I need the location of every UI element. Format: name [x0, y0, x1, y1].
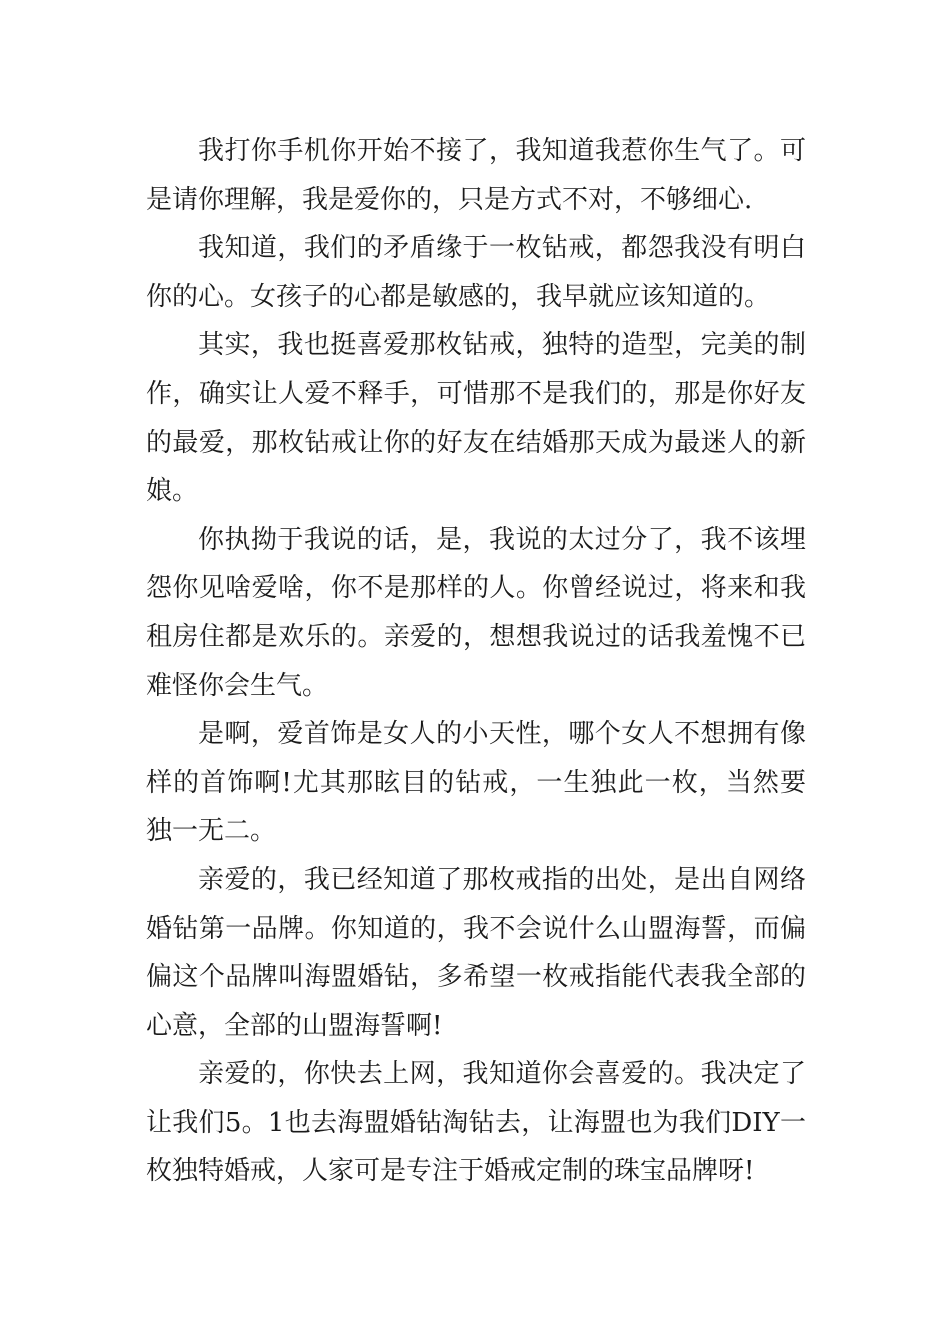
paragraph-7: 亲爱的，你快去上网，我知道你会喜爱的。我决定了让我们5。1也去海盟婚钻淘钻去，让海盟也为我们DIY一枚独特婚戒，人家可是专注于婚戒定制的珠宝品牌呀!	[146, 1059, 806, 1187]
paragraph-3: 其实，我也挺喜爱那枚钻戒，独特的造型，完美的制作，确实让人爱不释手，可惜那不是我们的，那是你好友的最爱，那枚钻戒让你的好友在结婚那天成为最迷人的新娘。	[146, 330, 806, 507]
document-body	[146, 127, 806, 1196]
paragraph-4: 你执拗于我说的话，是，我说的太过分了，我不该埋怨你见啥爱啥，你不是那样的人。你曾经说过，将来和我租房住都是欢乐的。亲爱的，想想我说过的话我羞愧不已难怪你会生气。	[146, 524, 806, 701]
paragraph-1: 我打你手机你开始不接了，我知道我惹你生气了。可是请你理解，我是爱你的，只是方式不对，不够细心.	[146, 136, 806, 215]
paragraph-5: 是啊，爱首饰是女人的小天性，哪个女人不想拥有像样的首饰啊!尤其那眩目的钻戒，一生独此一枚，当然要独一无二。	[146, 719, 806, 847]
paragraph-6: 亲爱的，我已经知道了那枚戒指的出处，是出自网络婚钻第一品牌。你知道的，我不会说什么山盟海誓，而偏偏这个品牌叫海盟婚钻，多希望一枚戒指能代表我全部的心意，全部的山盟海誓啊!	[146, 864, 806, 1041]
paragraph-2: 我知道，我们的矛盾缘于一枚钻戒，都怨我没有明白你的心。女孩子的心都是敏感的，我早就应该知道的。	[146, 233, 806, 312]
